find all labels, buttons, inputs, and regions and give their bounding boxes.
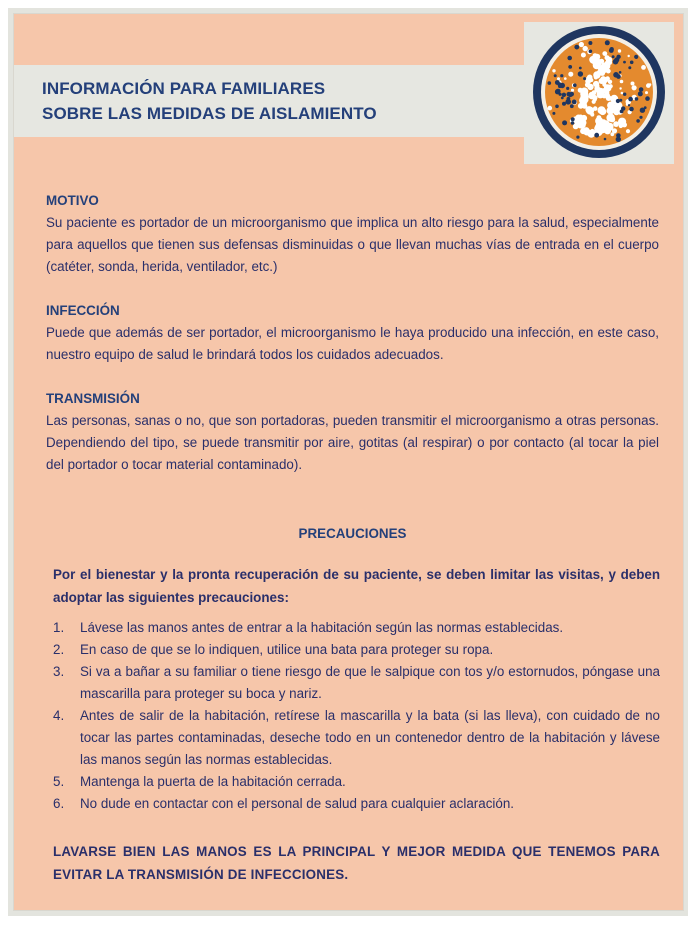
list-item (53, 705, 660, 771)
section-body: Puede que además de ser portador, el microorganismo le haya producido una infección, en este caso, nuestro equipo de salud le brindará todos los cuidados adecuados. (46, 325, 659, 362)
precautions-title: PRECAUCIONES (298, 526, 407, 541)
precautions-intro: Por el bienestar y la pronta recuperación de su paciente, se deben limitar las visitas, y deben adoptar las siguientes precauciones: (53, 567, 660, 605)
step-text: No dude en contactar con el personal de salud para cualquier aclaración. (80, 796, 514, 811)
title-line-1: INFORMACIÓN PARA FAMILIARES (42, 79, 326, 98)
title-line-2: SOBRE LAS MEDIDAS DE AISLAMIENTO (42, 104, 377, 123)
list-item (53, 793, 660, 815)
step-text: Lávese las manos antes de entrar a la habitación según las normas establecidas. (80, 620, 564, 635)
info-sections (46, 190, 659, 498)
list-item (53, 661, 660, 705)
section-body: Su paciente es portador de un microorganismo que implica un alto riesgo para la salud, especialmente para aquellos que tienen sus defensas disminuidas o que llevan muchas vías de entrada en el cuerpo (catéter, sonda, herida, ventilador, etc.) (46, 215, 659, 274)
step-number: 6. (53, 796, 65, 811)
section-heading: MOTIVO (46, 193, 99, 208)
step-text: En caso de que se lo indiquen, utilice una bata para proteger su ropa. (80, 642, 494, 657)
step-text: Antes de salir de la habitación, retírese la mascarilla y la bata (si las lleva), con cuidado de no tocar las partes contaminadas, deseche todo en un contenedor dentro de la habitación y lávese las manos según las normas establecidas. (80, 708, 660, 767)
step-number: 4. (53, 708, 65, 723)
section-transmision (46, 388, 659, 476)
section-motivo (46, 190, 659, 278)
precautions-list (53, 617, 660, 815)
section-heading: TRANSMISIÓN (46, 391, 140, 406)
page-title (42, 76, 377, 126)
step-text: Mantenga la puerta de la habitación cerrada. (80, 774, 346, 789)
step-number: 2. (53, 642, 65, 657)
isolation-bacteria-logo-icon (524, 22, 674, 164)
step-number: 3. (53, 664, 65, 679)
list-item (53, 771, 660, 793)
logo-box (524, 22, 674, 164)
step-number: 1. (53, 620, 65, 635)
section-infeccion (46, 300, 659, 366)
closing-message: LAVARSE BIEN LAS MANOS ES LA PRINCIPAL Y MEJOR MEDIDA QUE TENEMOS PARA EVITAR LA TRANSMISIÓN DE INFECCIONES. (53, 844, 660, 882)
section-body: Las personas, sanas o no, que son portadoras, pueden transmitir el microorganismo a otras personas. Dependiendo del tipo, se puede transmitir por aire, gotitas (al respirar) o por contacto (al tocar la piel del portador o tocar material contaminado). (46, 413, 659, 472)
list-item (53, 639, 660, 661)
list-item (53, 617, 660, 639)
step-text: Si va a bañar a su familiar o tiene riesgo de que le salpique con tos y/o estornudos, póngase una mascarilla para proteger su boca y nariz. (80, 664, 660, 701)
step-number: 5. (53, 774, 65, 789)
section-heading: INFECCIÓN (46, 303, 120, 318)
